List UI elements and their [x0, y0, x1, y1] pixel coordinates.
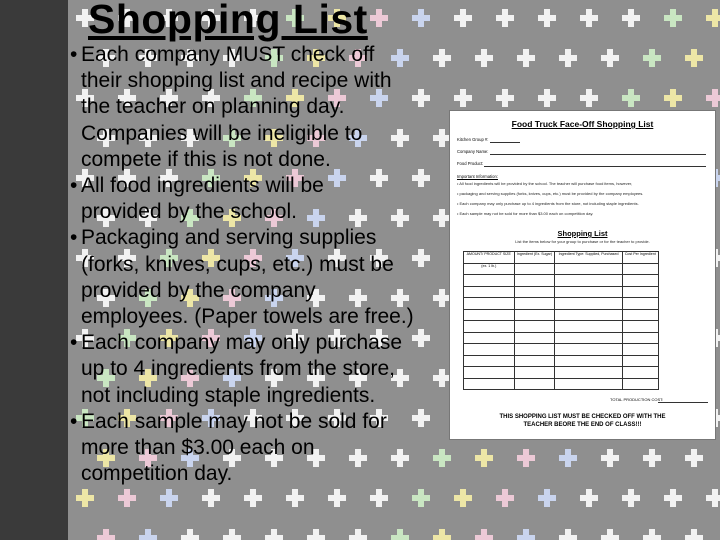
- table-row: [464, 332, 659, 344]
- document-title: Food Truck Face-Off Shopping List: [511, 119, 654, 129]
- document-footer: THIS SHOPPING LIST MUST BE CHECKED OFF WITH THE TEACHER BEORE THE END OF CLASS!!!: [499, 414, 666, 428]
- table-header-cell: AMOUNT/ PRODUCT SIZE: [464, 252, 515, 264]
- field-kitchen-group: Kitchen Group #:: [457, 137, 489, 142]
- table-cell: [622, 263, 658, 275]
- table-cell: [514, 263, 555, 275]
- bullet-marker: •: [70, 409, 78, 433]
- bullet-marker: •: [70, 226, 78, 250]
- table-row: [464, 263, 659, 275]
- shopping-list-document-image: [449, 110, 716, 440]
- table-row: [464, 378, 659, 390]
- left-accent-bar: [0, 0, 68, 540]
- bullet-item: • Each company may only purchase up to 4 ingredients from the store, not including staple ingredients.: [70, 331, 402, 407]
- table-cell: (ex. 1 lb.): [464, 263, 515, 275]
- table-header-cell: Ingredient (Ex. Sugar): [514, 252, 555, 264]
- field-company-name: Company Name:: [457, 149, 489, 154]
- info-item: • Each company may only purchase up to 4 ingredients from the store, not including staple ingredients.: [457, 201, 639, 206]
- shopping-table: [463, 251, 659, 390]
- field-line: [490, 154, 706, 155]
- field-food-product: Food Product:: [457, 161, 484, 166]
- bullet-marker: •: [70, 174, 78, 198]
- table-row: [464, 344, 659, 356]
- info-heading: Important Information:: [457, 174, 498, 179]
- table-row: [464, 286, 659, 298]
- bullet-list: [66, 42, 456, 487]
- table-row: [464, 355, 659, 367]
- bullet-item: • Each sample may not be sold for more than $3.00 each on competition day.: [70, 409, 387, 486]
- table-row: [464, 298, 659, 310]
- bullet-item: • Packaging and serving supplies (forks, knives, cups, etc.) must be provided by the company employees. (Paper towels are free.): [70, 226, 414, 329]
- info-item: • All food ingredients will be provided by the school. The teacher will purchase food items, however,: [457, 181, 633, 186]
- document-instructions: List the items below for your group to purchase or for the teacher to provide.: [515, 239, 650, 244]
- field-line: [484, 166, 706, 167]
- info-item: • packaging and serving supplies (forks, knives, cups, etc.) must be provided by the company employees.: [457, 191, 644, 196]
- table-row: [464, 367, 659, 379]
- bullet-marker: •: [70, 43, 78, 66]
- document-subtitle: Shopping List: [557, 229, 608, 238]
- table-row: [464, 275, 659, 287]
- field-line: [490, 142, 520, 143]
- bullet-item: • Each company MUST check off their shopping list and recipe with the teacher on planning day. Companies will be ineligible to compete if this is not done.: [70, 43, 392, 171]
- info-item: • Each sample may not be sold for more than $3.00 each on competition day.: [457, 211, 594, 216]
- table-header-cell: Cost Per Ingredient: [622, 252, 658, 264]
- bullet-marker: •: [70, 331, 78, 355]
- table-header-row: [464, 252, 659, 264]
- table-row: [464, 309, 659, 321]
- table-header-cell: Ingredient Type: Supplied, Purchased: [555, 252, 622, 264]
- total-line: [658, 402, 708, 403]
- table-cell: [555, 263, 622, 275]
- total-production-cost-label: TOTAL PRODUCTION COST:: [610, 397, 664, 402]
- slide-title: Shopping List: [88, 0, 368, 42]
- bullet-item: • All food ingredients will be provided by the school.: [70, 174, 324, 224]
- table-row: [464, 321, 659, 333]
